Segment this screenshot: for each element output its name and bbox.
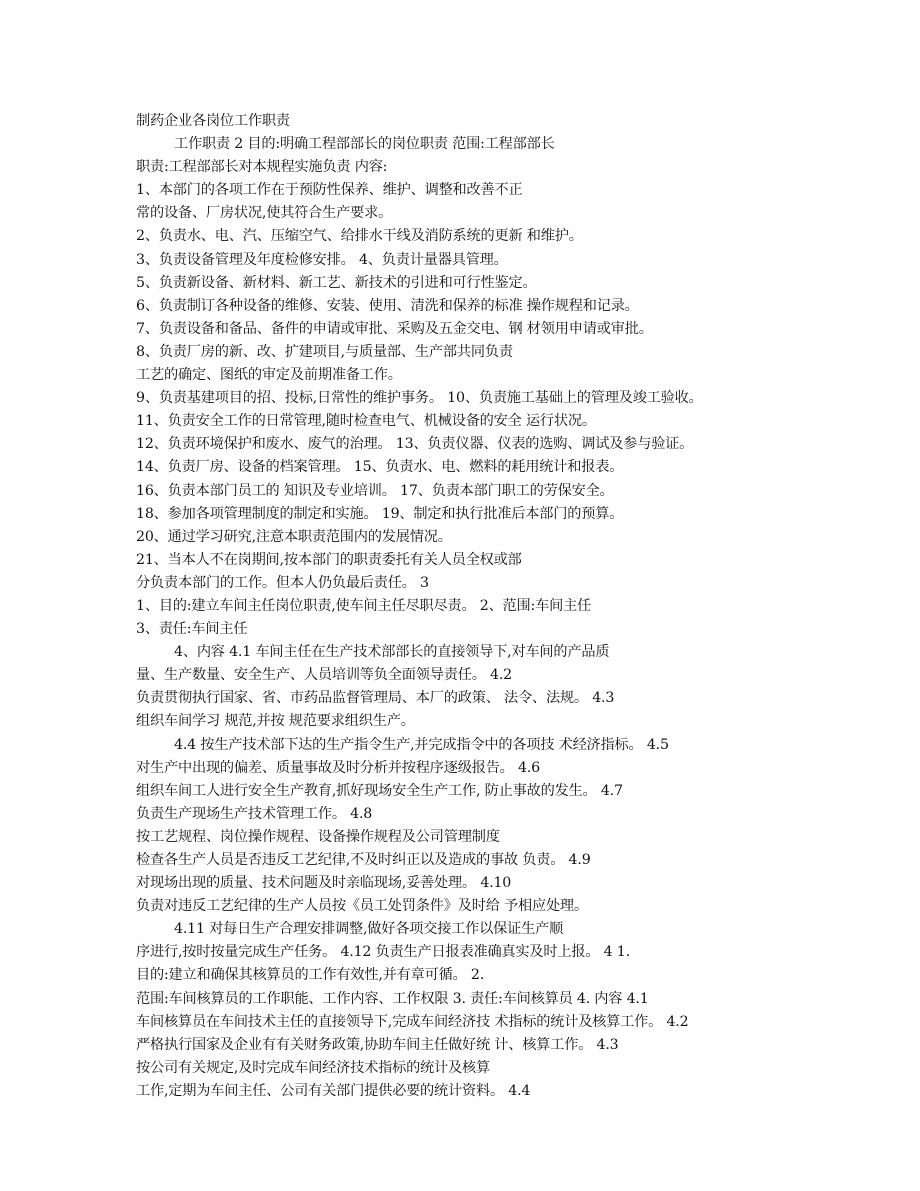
text-line: 组织车间工人进行安全生产教育,抓好现场安全生产工作, 防止事故的发生。 4.7	[136, 782, 623, 799]
text-line: 按公司有关规定,及时完成车间经济技术指标的统计及核算	[136, 1059, 490, 1076]
text-line: 负责贯彻执行国家、省、市药品监督管理局、本厂的政策、 法令、法规。 4.3	[136, 690, 615, 707]
text-line: 4.4 按生产技术部下达的生产指令生产,并完成指令中的各项技 术经济指标。 4.5	[174, 736, 669, 753]
text-line: 工作职责 2 目的:明确工程部部长的岗位职责 范围:工程部部长	[174, 136, 555, 153]
text-line: 3、负责设备管理及年度检修安排。 4、负责计量器具管理。	[136, 251, 508, 268]
text-line: 11、负责安全工作的日常管理,随时检查电气、机械设备的安全 运行状况。	[136, 413, 596, 430]
text-line: 9、负责基建项目的招、投标,日常性的维护事务。 10、负责施工基础上的管理及竣工验收。	[136, 390, 703, 407]
text-line: 1、目的:建立车间主任岗位职责,使车间主任尽职尽责。 2、范围:车间主任	[136, 597, 592, 614]
text-line: 20、通过学习研究,注意本职责范围内的发展情况。	[136, 528, 452, 545]
document-body	[136, 110, 816, 1103]
text-line: 常的设备、厂房状况,使其符合生产要求。	[136, 205, 393, 222]
text-line: 7、负责设备和备品、备件的申请或审批、采购及五金交电、钢 材领用申请或审批。	[136, 320, 653, 337]
text-line: 负责对违反工艺纪律的生产人员按《员工处罚条件》及时给 予相应处理。	[136, 898, 588, 915]
text-line: 范围:车间核算员的工作职能、工作内容、工作权限 3. 责任:车间核算员 4. 内容 4.1	[136, 990, 649, 1007]
text-line: 目的:建立和确保其核算员的工作有效性,并有章可循。 2.	[136, 967, 485, 984]
text-line: 按工艺规程、岗位操作规程、设备操作规程及公司管理制度	[136, 828, 500, 845]
text-line: 12、负责环境保护和废水、废气的治理。 13、负责仪器、仪表的选购、调试及参与验证。	[136, 436, 694, 453]
text-line: 4、内容 4.1 车间主任在生产技术部部长的直接领导下,对车间的产品质	[174, 644, 610, 661]
text-line: 严格执行国家及企业有有关财务政策,协助车间主任做好统 计、核算工作。 4.3	[136, 1036, 619, 1053]
text-line: 工艺的确定、图纸的审定及前期准备工作。	[136, 367, 402, 384]
text-line: 1、本部门的各项工作在于预防性保养、维护、调整和改善不正	[136, 182, 523, 199]
text-line: 量、生产数量、安全生产、人员培训等负全面领导责任。 4.2	[136, 667, 512, 684]
text-line: 18、参加各项管理制度的制定和实施。 19、制定和执行批准后本部门的预算。	[136, 505, 624, 522]
text-line: 车间核算员在车间技术主任的直接领导下,完成车间经济技 术指标的统计及核算工作。 4.2	[136, 1013, 689, 1030]
text-line: 分负责本部门的工作。但本人仍负最后责任。 3	[136, 574, 429, 591]
text-line: 工作,定期为车间主任、公司有关部门提供必要的统计资料。 4.4	[136, 1082, 531, 1099]
text-line: 6、负责制订各种设备的维修、安装、使用、清洗和保养的标准 操作规程和记录。	[136, 297, 639, 314]
text-line: 组织车间学习 规范,并按 规范要求组织生产。	[136, 713, 415, 730]
text-line: 4.11 对每日生产合理安排调整,做好各项交接工作以保证生产顺	[174, 921, 564, 938]
text-line: 14、负责厂房、设备的档案管理。 15、负责水、电、燃料的耗用统计和报表。	[136, 459, 624, 476]
text-line: 5、负责新设备、新材料、新工艺、新技术的引进和可行性鉴定。	[136, 274, 537, 291]
text-line: 8、负责厂房的新、改、扩建项目,与质量部、生产部共同负责	[136, 343, 513, 360]
text-line: 16、负责本部门员工的 知识及专业培训。 17、负责本部门职工的劳保安全。	[136, 482, 614, 499]
text-line: 检查各生产人员是否违反工艺纪律,不及时纠正以及造成的事故 负责。 4.9	[136, 852, 591, 868]
document-title: 制药企业各岗位工作职责	[136, 113, 290, 129]
text-line: 21、当本人不在岗期间,按本部门的职责委托有关人员全权或部	[136, 551, 522, 568]
text-line: 2、负责水、电、汽、压缩空气、给排水干线及消防系统的更新 和维护。	[136, 228, 583, 245]
text-line: 负责生产现场生产技术管理工作。 4.8	[136, 805, 373, 822]
text-line: 对生产中出现的偏差、质量事故及时分析并按程序逐级报告。 4.6	[136, 759, 540, 776]
text-line: 职责:工程部部长对本规程实施负责 内容:	[136, 159, 388, 176]
text-line: 对现场出现的质量、技术问题及时亲临现场,妥善处理。 4.10	[136, 875, 512, 892]
text-line: 序进行,按时按量完成生产任务。 4.12 负责生产日报表准确真实及时上报。 4 1.	[136, 944, 630, 961]
text-line: 3、责任:车间主任	[136, 621, 248, 638]
